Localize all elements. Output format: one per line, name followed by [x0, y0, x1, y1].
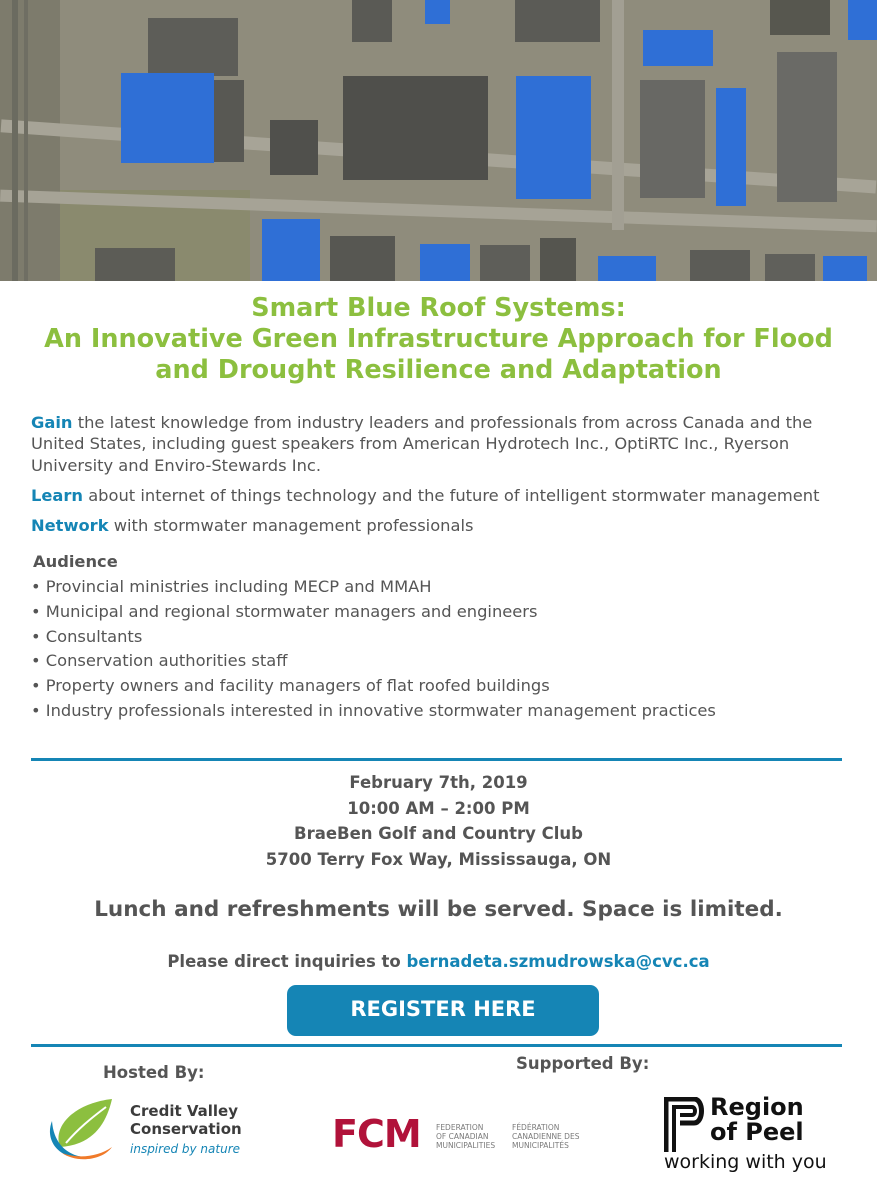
aerial-photo-banner: [0, 0, 877, 281]
cvc-tagline: inspired by nature: [130, 1142, 241, 1156]
intro-lead: Gain: [31, 413, 73, 432]
region-of-peel-icon: [664, 1097, 706, 1152]
credit-valley-conservation-logo: [46, 1095, 261, 1165]
event-title: [0, 293, 877, 386]
intro-text: about internet of things technology and the future of intelligent stormwater management: [83, 485, 820, 505]
title-line-3: and Drought Resilience and Adaptation: [155, 355, 722, 385]
cvc-name: [130, 1102, 242, 1138]
intro-network: [31, 515, 851, 536]
audience-list: [31, 575, 851, 724]
title-line-2: An Innovative Green Infrastructure Approach for Flood: [44, 324, 833, 354]
aerial-photo: [0, 0, 877, 281]
list-item: • Property owners and facility managers of flat roofed buildings: [31, 676, 550, 696]
fcm-mark: FCM: [332, 1112, 421, 1156]
peel-name-line-1: Region: [710, 1093, 804, 1121]
event-venue: BraeBen Golf and Country Club: [294, 824, 583, 843]
divider: [31, 758, 842, 761]
fcm-en-line: MUNICIPALITIES: [436, 1141, 496, 1150]
fcm-en-line: FEDERATION: [436, 1123, 484, 1132]
list-item: • Municipal and regional stormwater managers and engineers: [31, 601, 538, 621]
supported-by-label: Supported By:: [516, 1054, 650, 1073]
fcm-french-name: [512, 1123, 579, 1150]
lunch-notice: Lunch and refreshments will be served. Space is limited.: [94, 897, 783, 922]
intro-gain: [31, 412, 851, 476]
intro-lead: Network: [31, 516, 109, 536]
leaf-icon: [46, 1095, 126, 1165]
fcm-en-line: OF CANADIAN: [436, 1132, 489, 1141]
divider: [31, 1044, 842, 1047]
audience-heading: Audience: [33, 552, 118, 572]
cvc-name-line-1: Credit Valley: [130, 1102, 238, 1120]
list-item: • Industry professionals interested in innovative stormwater management practices: [31, 700, 716, 720]
region-of-peel-logo: [664, 1093, 827, 1177]
peel-name: [710, 1095, 804, 1145]
hosted-by-label: Hosted By:: [103, 1063, 205, 1082]
list-item: • Consultants: [31, 626, 143, 646]
event-details: [0, 770, 877, 872]
intro-text: the latest knowledge from industry leaders and professionals from across Canada and the United States, including guest speakers from American Hydrotech Inc., OptiRTC Inc., Ryerson University and Enviro-Stewards Inc.: [31, 413, 813, 475]
event-address: 5700 Terry Fox Way, Mississauga, ON: [265, 849, 612, 869]
cvc-name-line-2: Conservation: [130, 1120, 242, 1138]
event-description: [31, 412, 851, 724]
peel-name-line-2: of Peel: [710, 1118, 804, 1146]
fcm-logo: [330, 1106, 592, 1170]
intro-lead: Learn: [31, 485, 84, 505]
inquiry-line: [0, 952, 877, 971]
list-item: • Provincial ministries including MECP and MMAH: [31, 576, 432, 596]
title-line-1: Smart Blue Roof Systems:: [251, 293, 626, 323]
list-item: • Conservation authorities staff: [31, 651, 288, 671]
peel-tagline: working with you: [664, 1151, 827, 1173]
event-date: February 7th, 2019: [349, 773, 528, 792]
inquiry-prefix: Please direct inquiries to: [167, 952, 407, 971]
fcm-english-name: [436, 1123, 495, 1150]
fcm-fr-line: MUNICIPALITÉS: [512, 1141, 569, 1150]
event-time: 10:00 AM – 2:00 PM: [347, 798, 530, 818]
fcm-fr-line: FÉDÉRATION: [512, 1123, 560, 1132]
intro-text: with stormwater management professionals: [108, 516, 474, 536]
fcm-fr-line: CANADIENNE DES: [512, 1132, 580, 1141]
intro-learn: [31, 485, 851, 506]
register-button[interactable]: REGISTER HERE: [287, 985, 599, 1036]
inquiry-email-link[interactable]: bernadeta.szmudrowska@cvc.ca: [406, 952, 710, 971]
